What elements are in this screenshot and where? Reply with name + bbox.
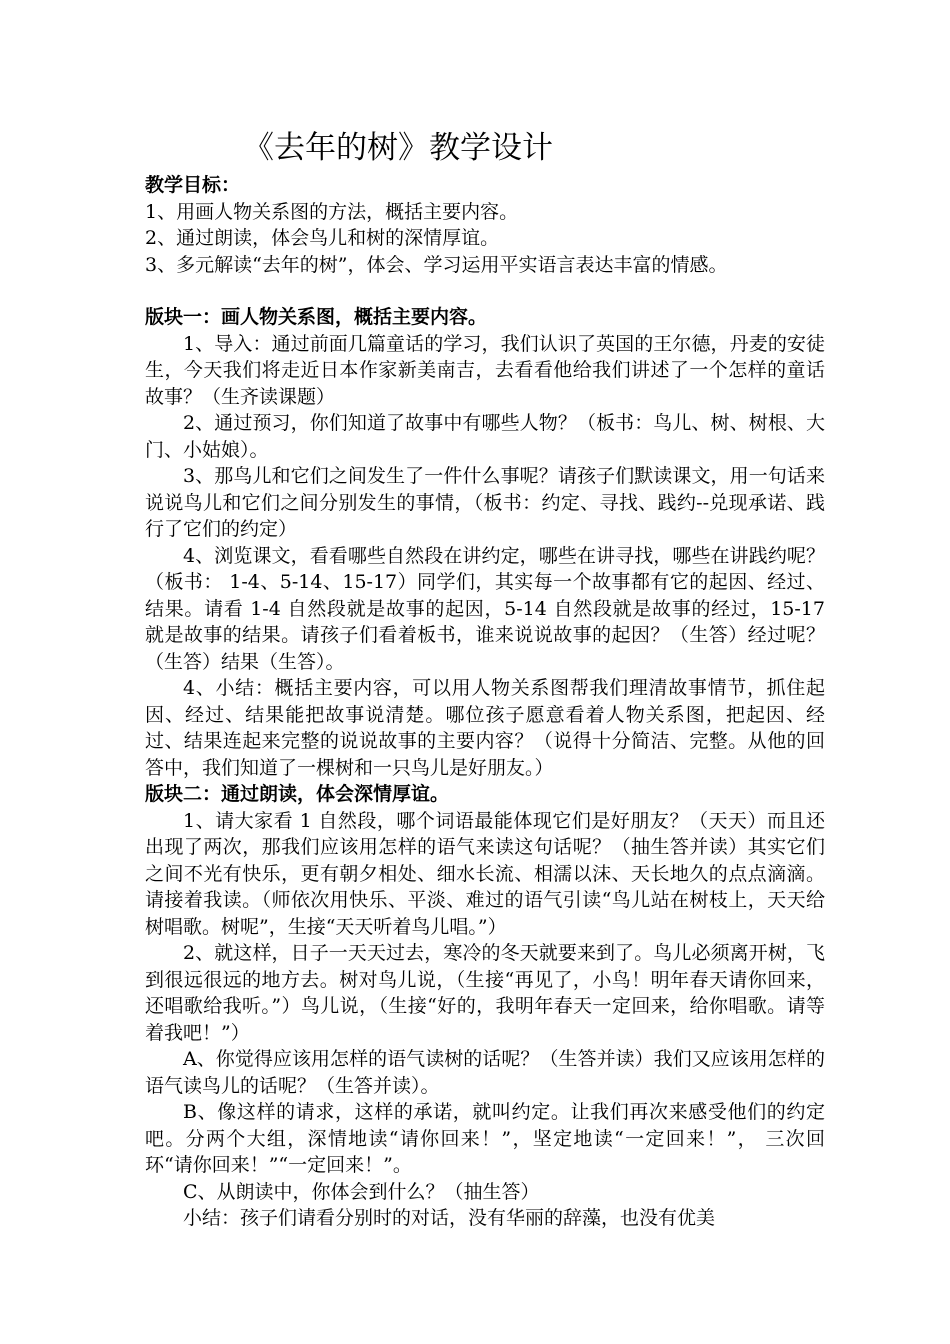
objectives-heading: 教学目标： — [145, 174, 241, 196]
objective-item: 3、多元解读“去年的树”，体会、学习运用平实语言表达丰富的情感。 — [145, 253, 728, 276]
section-1 — [145, 304, 825, 781]
section-1-paragraph: 4、浏览课文，看看哪些自然段在讲约定，哪些在讲寻找，哪些在讲践约呢？（板书： 1-4、5-14、15-17）同学们，其实每一个故事都有它的起因、经过、结果。请看 1-4 自然段就是故事的起因，5-14 自然段就是故事的经过，15-17 就是故事的结果。请孩子们看着板书，谁来说说故事的起因？（生答）经过呢？（生答）结果（生答）。 — [145, 544, 825, 673]
spacer — [145, 278, 825, 304]
section-1-heading: 版块一：画人物关系图，概括主要内容。 — [145, 306, 488, 328]
section-2-heading: 版块二：通过朗读，体会深情厚谊。 — [145, 783, 450, 805]
section-2-paragraph: B、像这样的请求，这样的承诺，就叫约定。让我们再次来感受他们的约定吧。分两个大组，深情地读“请你回来！”，坚定地读“一定回来！”， 三次回环“请你回来！”“一定回来！”。 — [145, 1101, 825, 1176]
section-2 — [145, 781, 825, 1232]
section-2-paragraph: C、从朗读中，你体会到什么？（抽生答） — [183, 1180, 540, 1203]
section-1-paragraph: 1、导入：通过前面几篇童话的学习，我们认识了英国的王尔德，丹麦的安徒生，今天我们将走近日本作家新美南吉，去看看他给我们讲述了一个怎样的童话故事？（生齐读课题） — [145, 332, 825, 408]
objective-item: 2、通过朗读，体会鸟儿和树的深情厚谊。 — [145, 227, 500, 249]
objectives-section — [145, 172, 825, 278]
section-2-paragraph: A、你觉得应该用怎样的语气读树的话呢？（生答并读）我们又应该用怎样的语气读鸟儿的话呢？（生答并读）。 — [145, 1048, 825, 1097]
section-2-paragraph: 1、请大家看 1 自然段，哪个词语最能体现它们是好朋友？（天天）而且还出现了两次，那我们应该用怎样的语气来读这句话呢？（抽生答并读）其实它们之间不光有快乐，更有朝夕相处、细水长流、相濡以沫、天长地久的点点滴滴。请接着我读。（师依次用快乐、平淡、难过的语气引读“鸟儿站在树枝上，天天给树唱歌。树呢”，生接“天天听着鸟儿唱。”） — [145, 809, 825, 938]
section-1-paragraph: 2、通过预习，你们知道了故事中有哪些人物？（板书：鸟儿、树、树根、大门、小姑娘）。 — [145, 412, 825, 461]
section-1-paragraph: 4、小结：概括主要内容，可以用人物关系图帮我们理清故事情节，抓住起因、经过、结果能把故事说清楚。哪位孩子愿意看着人物关系图，把起因、经过、结果连起来完整的说说故事的主要内容？（说得十分简洁、完整。从他的回答中，我们知道了一棵树和一只鸟儿是好朋友。） — [145, 677, 825, 779]
document-title: 《去年的树》教学设计 — [243, 130, 553, 166]
objective-item: 1、用画人物关系图的方法，概括主要内容。 — [145, 200, 519, 223]
section-2-paragraph: 小结：孩子们请看分别时的对话，没有华丽的辞藻，也没有优美 — [183, 1207, 716, 1229]
section-2-paragraph: 2、就这样，日子一天天过去，寒冷的冬天就要来到了。鸟儿必须离开树，飞到很远很远的地方去。树对鸟儿说，（生接“再见了，小鸟！明年春天请你回来，还唱歌给我听。”）鸟儿说，（生接“好的，我明年春天一定回来，给你唱歌。请等着我吧！”） — [145, 942, 825, 1044]
document-page — [145, 128, 825, 1232]
section-1-paragraph: 3、那鸟儿和它们之间发生了一件什么事呢？请孩子们默读课文，用一句话来说说鸟儿和它们之间分别发生的事情，（板书：约定、寻找、践约--兑现承诺、践行了它们的约定） — [145, 465, 825, 540]
